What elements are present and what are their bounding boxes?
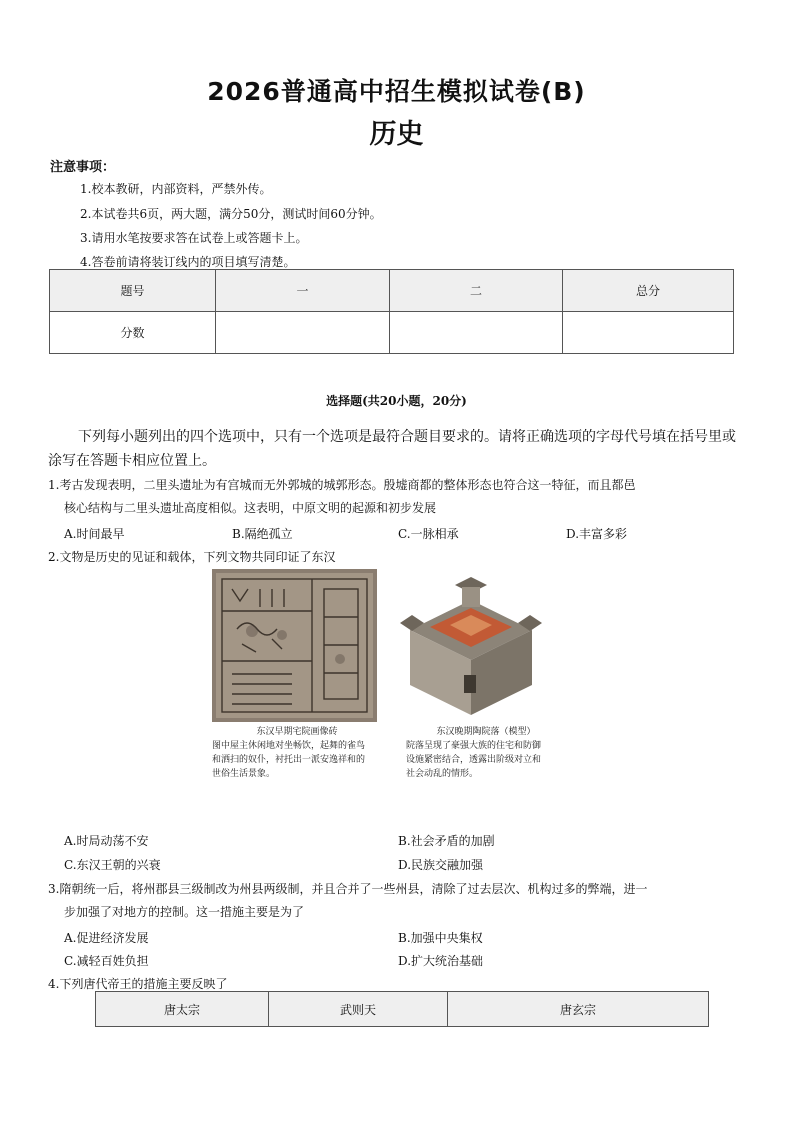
q3-option-c[interactable]: C.减轻百姓负担 — [64, 954, 149, 968]
notice-heading: 注意事项： — [50, 160, 116, 175]
score-cell[interactable] — [390, 312, 563, 354]
fig1-caption-line: 图中屋主休闲地对坐畅饮，起舞的雀鸟 — [212, 741, 366, 751]
fig1-caption-line: 世俗生活景象。 — [212, 769, 276, 779]
q1-option-b[interactable]: B.隔绝孤立 — [232, 527, 293, 541]
score-header: 总分 — [563, 270, 734, 312]
score-header: 题号 — [50, 270, 216, 312]
q1-line2: 核心结构与二里头遗址高度相似。这表明，中原文明的起源和初步发展 — [64, 501, 437, 515]
fig2-caption-title: 东汉晚期陶院落（模型） — [436, 727, 536, 737]
q3-option-a[interactable]: A.促进经济发展 — [64, 931, 149, 945]
score-cell[interactable] — [563, 312, 734, 354]
q2-option-d[interactable]: D.民族交融加强 — [398, 858, 484, 872]
q1-option-d[interactable]: D.丰富多彩 — [566, 527, 628, 541]
brick-relief-image — [212, 569, 377, 722]
score-cell[interactable] — [216, 312, 390, 354]
fig2-caption-line: 院落呈现了豪强大族的住宅和防御 — [406, 741, 542, 751]
q4-stem: 4.下列唐代帝王的措施主要反映了 — [48, 977, 228, 991]
q2-option-b[interactable]: B.社会矛盾的加剧 — [398, 834, 495, 848]
score-row-label: 分数 — [50, 312, 216, 354]
q2-option-a[interactable]: A.时局动荡不安 — [64, 834, 149, 848]
exam-title: 2026普通高中招生模拟试卷(B) — [207, 77, 586, 106]
fig1-caption-title: 东汉早期宅院画像砖 — [256, 727, 338, 737]
notice-item: 3.请用水笔按要求答在试卷上或答题卡上。 — [80, 231, 308, 245]
notice-item: 2.本试卷共6页，两大题，满分50分，测试时间60分钟。 — [80, 207, 382, 221]
q3-option-b[interactable]: B.加强中央集权 — [398, 931, 483, 945]
fig2-caption-line: 设施紧密结合，透露出阶级对立和 — [406, 755, 542, 765]
notice-item: 4.答卷前请将装订线内的项目填写清楚。 — [80, 255, 296, 269]
fig1-caption — [212, 725, 382, 781]
emperor-header: 唐太宗 — [96, 992, 269, 1027]
q2-stem: 2.文物是历史的见证和载体，下列文物共同印证了东汉 — [48, 550, 336, 564]
section-intro: 下列每小题列出的四个选项中，只有一个选项是最符合题目要求的。请将正确选项的字母代号填在括号里或涂写在答题卡相应位置上。 — [48, 429, 736, 469]
q1-option-c[interactable]: C.一脉相承 — [398, 527, 459, 541]
score-header: 一 — [216, 270, 390, 312]
score-table — [49, 269, 734, 354]
emperors-table — [95, 991, 709, 1027]
q2-option-c[interactable]: C.东汉王朝的兴衰 — [64, 858, 161, 872]
q3-option-d[interactable]: D.扩大统治基础 — [398, 954, 484, 968]
q1-option-a[interactable]: A.时间最早 — [64, 527, 125, 541]
emperor-header: 武则天 — [269, 992, 448, 1027]
fig2-caption-line: 社会动乱的情形。 — [406, 769, 479, 779]
subject-title: 历史 — [369, 119, 424, 150]
score-header: 二 — [390, 270, 563, 312]
fig1-caption-line: 和洒扫的奴仆，衬托出一派安逸祥和的 — [212, 755, 366, 765]
q3-line1: 3.隋朝统一后，将州郡县三级制改为州县两级制，并且合并了一些州县，清除了过去层次、机构过多的弊端，进一 — [48, 882, 648, 896]
fig2-caption — [406, 725, 566, 781]
q3-line2: 步加强了对地方的控制。这一措施主要是为了 — [64, 905, 305, 919]
notice-item: 1.校本教研，内部资料，严禁外传。 — [80, 182, 272, 196]
q1-line1: 1.考古发现表明，二里头遗址为有宫城而无外郭城的城郭形态。殷墟商都的整体形态也符合这一特征，而且都邑 — [48, 478, 636, 492]
pottery-courtyard-model-image — [400, 575, 542, 718]
section-title: 选择题(共20小题，20分) — [326, 394, 467, 408]
emperor-header: 唐玄宗 — [448, 992, 709, 1027]
